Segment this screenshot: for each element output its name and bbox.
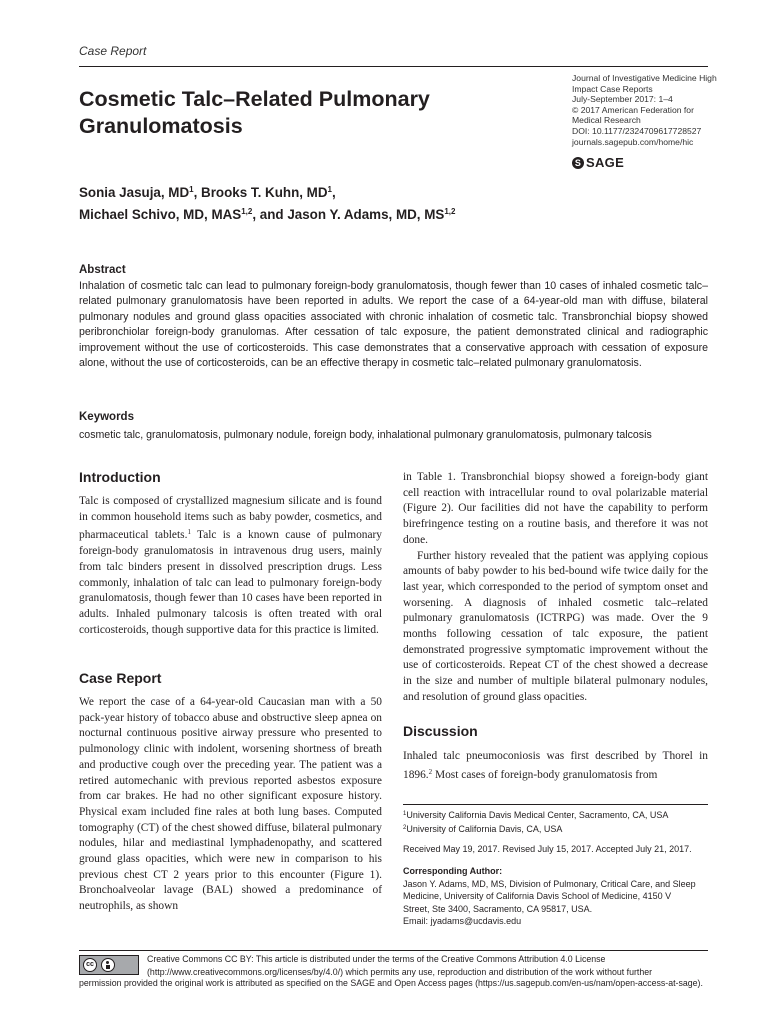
license-text — [147, 953, 712, 978]
discussion-heading: Discussion — [403, 723, 478, 739]
author-name: Brooks T. Kuhn, MD — [201, 185, 328, 200]
introduction-paragraph — [79, 494, 382, 638]
corresponding-author-line: Jason Y. Adams, MD, MS, Division of Pulmonary, Critical Care, and Sleep — [403, 879, 696, 889]
corresponding-author-email[interactable]: Email: jyadams@ucdavis.edu — [403, 915, 522, 926]
citation-ref[interactable]: 1 — [187, 528, 191, 537]
affiliation-number: 1 — [403, 811, 407, 817]
header-rule — [79, 66, 708, 67]
author-name: Jason Y. Adams, MD, MS — [287, 207, 445, 222]
paragraph-text: Most cases of foreign-body granulomatosis from — [432, 768, 658, 781]
introduction-body — [79, 494, 382, 638]
keywords-heading: Keywords — [79, 411, 134, 423]
author-name: Sonia Jasuja, MD — [79, 185, 190, 200]
author-name: Michael Schivo, MD, MAS — [79, 207, 242, 222]
journal-info-line: Journal of Investigative Medicine High — [572, 73, 717, 83]
keywords-text: cosmetic talc, granulomatosis, pulmonary nodule, foreign body, inhalational pulmonary granulomatosis, pulmonary talcosis — [79, 429, 652, 441]
paragraph-text: Talc is a known cause of pulmonary foreign-body granulomatosis in intravenous drug users, mainly from talc binders present in dissolved prescription drugs. Less commonly, inhalation of talc can lead to pulmonary foreign-body granulomatosis, though fewer than 10 cases have been reported in adults. Inhaled pulmonary talcosis is often treated with oral corticosteroids, though supportive data for this practice is limited. — [79, 529, 383, 636]
case-report-heading: Case Report — [79, 670, 162, 686]
received-dates: Received May 19, 2017. Revised July 15, 2017. Accepted July 21, 2017. — [403, 844, 692, 854]
paragraph-text: Talc is composed of crystallized magnesium silicate and is found in common household items such as baby powder, cosmetics, and pharmaceutical tablets. — [79, 495, 382, 542]
cc-by-badge[interactable] — [79, 955, 139, 975]
author-affiliation-ref: 1,2 — [444, 207, 456, 216]
journal-info-line: © 2017 American Federation for — [572, 104, 694, 115]
introduction-heading: Introduction — [79, 469, 161, 485]
author-affiliation-ref: 1 — [327, 185, 332, 194]
affiliations — [403, 808, 703, 835]
attribution-person-icon — [101, 958, 115, 972]
abstract-heading: Abstract — [79, 264, 126, 276]
article-type-label: Case Report — [79, 44, 147, 58]
author-separator: , and — [252, 207, 288, 222]
corresponding-author-line: Medicine, University of California Davis School of Medicine, 4150 V — [403, 891, 672, 902]
license-line: Creative Commons CC BY: This article is distributed under the terms of the Creative Commons Attribution 4.0 License — [147, 954, 606, 964]
case-report-paragraph: We report the case of a 64-year-old Caucasian man with a 50 pack-year history of tobacco abuse and obstructive sleep apnea on nocturnal continuous positive airway pressure who presented to pulmonology clinic with indolent, worsening shortness of breath and productive cough over the preceding year. The patient was a retired automechanic with previous reported asbestos exposure from car brakes. He had no other significant exposure history. Physical exam included fine rales at both lung bases. Computed tomography (CT) of the chest showed diffuse, bilateral pulmonary nodules, hilar and mediastinal lymphadenopathy, and scattered ground glass opacities, which were new in comparison to his previous chest CT 2 years prior to this encounter (Figure 1). Bronchoalveolar lavage (BAL) showed a predominance of neutrophils, as shown — [79, 696, 382, 913]
citation-ref[interactable]: 2 — [428, 767, 433, 776]
affiliation-text: University of California Davis, CA, USA — [406, 823, 563, 834]
author-affiliation-ref: 1,2 — [241, 207, 253, 216]
creative-commons-icon: cc — [83, 958, 97, 972]
journal-info-line: July-September 2017: 1–4 — [572, 94, 673, 105]
sage-logo — [572, 155, 624, 170]
right-column-paragraph: Further history revealed that the patient was applying copious amounts of baby powder to his bed-bound wife twice daily for the last year, which corresponded to the period of symptom onset and worsening. A diagnosis of inhaled cosmetic talc–related pulmonary granulomatosis (ICTRPG) was made. Over the 9 months following cessation of talc exposure, the patient demonstrated progressive symptomatic improvement without the use of corticosteroids. Repeat CT of the chest showed a decrease in the size and number of multiple bilateral pulmonary nodules, and resolution of ground glass opacities. — [403, 549, 708, 703]
corresponding-author-details — [403, 878, 708, 927]
discussion-paragraph — [403, 749, 708, 783]
author-list — [79, 180, 599, 224]
sage-logo-text: SAGE — [586, 155, 625, 170]
article-title: Cosmetic Talc–Related Pulmonary Granulomatosis — [79, 87, 430, 138]
doi-line[interactable]: DOI: 10.1177/2324709617728527 — [572, 125, 702, 136]
author-line — [79, 180, 599, 202]
license-url-line[interactable]: (http://www.creativecommons.org/licenses/by/4.0/) which permits any use, reproduction and distribution of the work without further — [147, 966, 653, 977]
affiliation-number: 2 — [403, 824, 407, 831]
corresponding-author-heading: Corresponding Author: — [403, 866, 503, 876]
right-column-paragraph: in Table 1. Transbronchial biopsy showed a foreign-body giant cell reaction with intracellular round to oval polarizable material (Figure 2). Our facilities did not have the capability to perform birefringence testing on a routine basis, and therefore it was not done. — [403, 471, 708, 546]
author-line — [79, 202, 599, 224]
right-column-body — [403, 470, 708, 706]
journal-url-line[interactable]: journals.sagepub.com/home/hic — [572, 136, 694, 147]
abstract-text: Inhalation of cosmetic talc can lead to pulmonary foreign-body granulomatosis, though fewer than 10 cases of inhaled cosmetic talc–related pulmonary granulomatosis have been reported in adults. We report the case of a 64-year-old man with diffuse, bilateral pulmonary nodules and ground glass opacities associated with chronic inhalation of cosmetic talc. Transbronchial biopsy showed peribronchiolar foreign-body granulomas. After cessation of talc exposure, the patient demonstrated clinical and radiographic improvement without the use of corticosteroids. This case demonstrates that a conservative approach with cessation of exposure alone, without the use of corticosteroids, can be an effective therapy in cosmetic talc–related pulmonary granulomatosis. — [79, 280, 708, 370]
footnote-rule — [403, 804, 708, 805]
author-separator: , — [193, 185, 202, 200]
author-affiliation-ref: 1 — [189, 185, 194, 194]
journal-info-line: Impact Case Reports — [572, 83, 653, 94]
affiliation-item — [403, 822, 703, 836]
paragraph-text: Inhaled talc pneumoconiosis was first described by Thorel in 1896. — [403, 750, 708, 781]
author-separator: , — [331, 185, 336, 200]
discussion-body — [403, 749, 708, 783]
affiliation-text: University California Davis Medical Center, Sacramento, CA, USA — [406, 810, 669, 820]
license-line: permission provided the original work is attributed as specified on the SAGE and Open Access pages (https://us.sagepub.com/en-us/nam/open-access-at-sage). — [79, 978, 703, 988]
footer-rule — [79, 950, 708, 951]
sage-mark-icon: S — [572, 157, 584, 169]
journal-info — [572, 73, 722, 147]
affiliation-item — [403, 808, 703, 822]
corresponding-author-line: Street, Ste 3400, Sacramento, CA 95817, USA. — [403, 903, 593, 914]
journal-info-line: Medical Research — [572, 115, 641, 126]
case-report-body — [79, 695, 382, 915]
